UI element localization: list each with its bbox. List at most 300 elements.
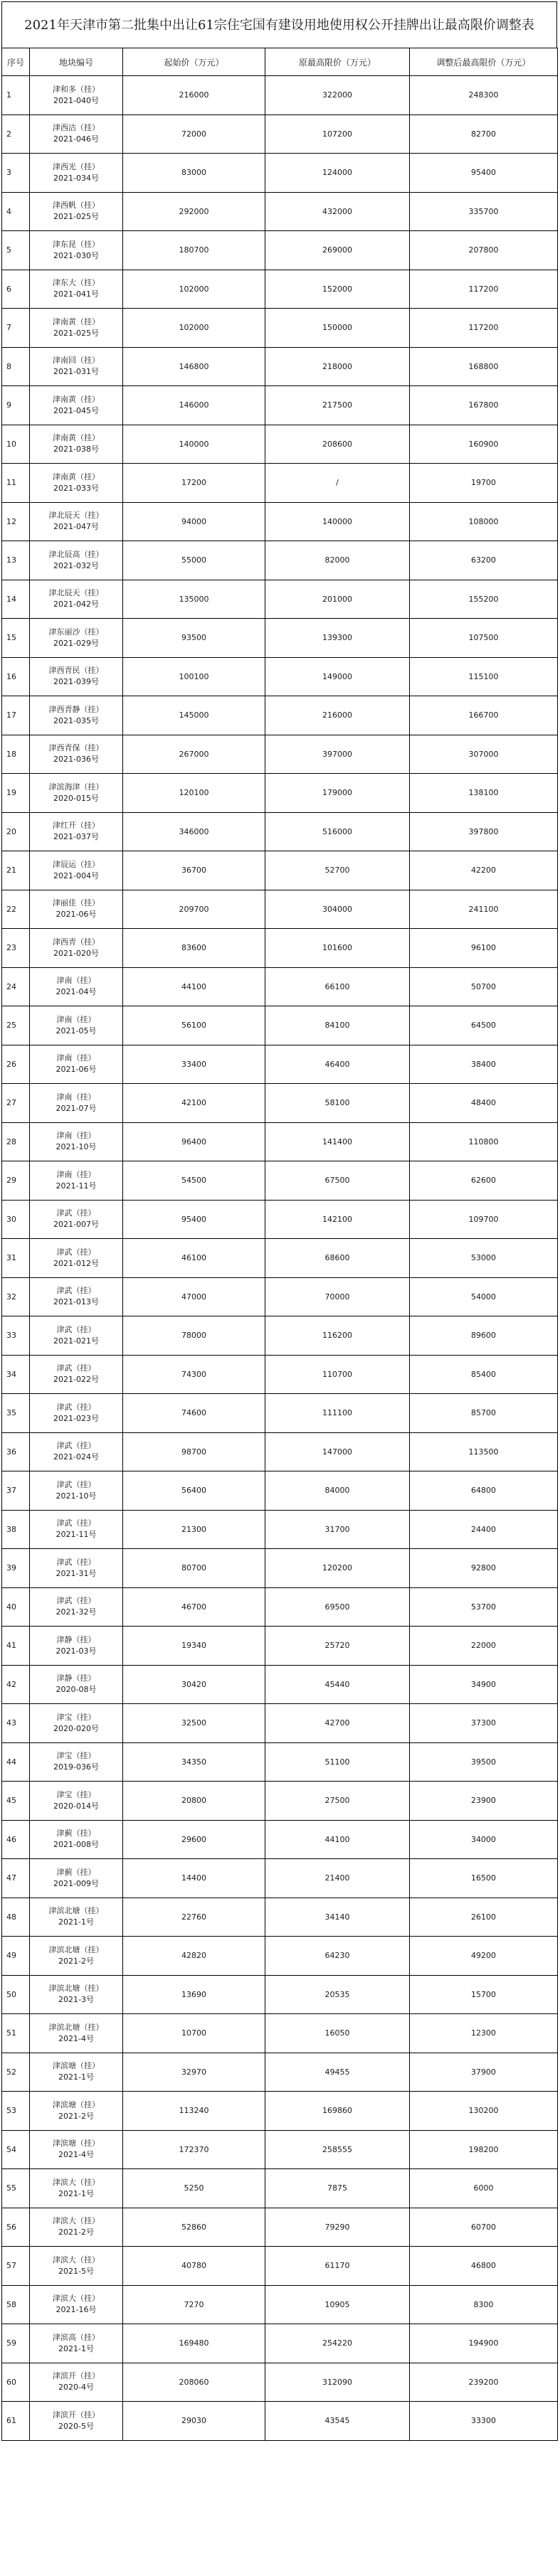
row-parcel-code — [30, 1549, 123, 1588]
row-adjusted-cap: 33300 — [410, 2402, 558, 2441]
row-parcel-code — [30, 2053, 123, 2092]
row-index: 12 — [2, 502, 30, 541]
row-adjusted-cap: 37300 — [410, 1704, 558, 1743]
row-index: 26 — [2, 1045, 30, 1084]
table-row — [2, 1627, 558, 1666]
row-start-price: 172370 — [123, 2130, 265, 2169]
row-parcel-code — [30, 2247, 123, 2286]
row-start-price: 36700 — [123, 851, 265, 890]
row-adjusted-cap: 138100 — [410, 774, 558, 813]
row-index: 6 — [2, 270, 30, 309]
table-row — [2, 1161, 558, 1201]
row-start-price: 74300 — [123, 1355, 265, 1394]
row-index: 32 — [2, 1277, 30, 1316]
parcel-number: 2021-022号 — [53, 1375, 99, 1385]
row-original-cap: 111100 — [265, 1394, 410, 1433]
parcel-number: 2021-046号 — [53, 134, 99, 144]
parcel-number: 2021-025号 — [53, 328, 99, 338]
row-original-cap: 110700 — [265, 1355, 410, 1394]
row-adjusted-cap: 166700 — [410, 696, 558, 735]
parcel-name: 津北辰天（挂） — [48, 588, 104, 598]
row-original-cap: 216000 — [265, 696, 410, 735]
row-original-cap: 269000 — [265, 231, 410, 270]
parcel-number: 2021-05号 — [56, 1026, 97, 1036]
table-row — [2, 1045, 558, 1084]
row-original-cap: 142100 — [265, 1200, 410, 1239]
parcel-number: 2021-2号 — [58, 2228, 94, 2237]
row-start-price: 80700 — [123, 1549, 265, 1588]
row-original-cap: 69500 — [265, 1587, 410, 1627]
row-parcel-code — [30, 192, 123, 231]
row-parcel-code — [30, 1084, 123, 1123]
parcel-number: 2020-5号 — [58, 2421, 94, 2431]
table-row — [2, 1122, 558, 1161]
table-row — [2, 1587, 558, 1627]
row-parcel-code — [30, 309, 123, 348]
row-start-price: 29030 — [123, 2402, 265, 2441]
row-original-cap: 46400 — [265, 1045, 410, 1084]
row-parcel-code — [30, 464, 123, 503]
row-index: 58 — [2, 2285, 30, 2324]
parcel-name: 津滨大（挂） — [53, 2294, 100, 2304]
row-adjusted-cap: 54000 — [410, 1277, 558, 1316]
parcel-name: 津东昆（挂） — [53, 239, 100, 249]
table-row — [2, 1084, 558, 1123]
parcel-number: 2021-1号 — [58, 2343, 94, 2353]
parcel-name: 津滨北塘（挂） — [48, 1944, 104, 1954]
parcel-name: 津南回（挂） — [53, 356, 100, 366]
row-start-price: 145000 — [123, 696, 265, 735]
row-index: 19 — [2, 774, 30, 813]
row-original-cap: 116200 — [265, 1316, 410, 1356]
row-parcel-code — [30, 502, 123, 541]
parcel-name: 津武（挂） — [56, 1247, 96, 1257]
parcel-name: 津静（挂） — [56, 1634, 96, 1644]
row-start-price: 34350 — [123, 1742, 265, 1782]
parcel-name: 津宝（挂） — [56, 1751, 96, 1761]
row-start-price: 32970 — [123, 2053, 265, 2092]
table-row — [2, 2092, 558, 2131]
row-parcel-code — [30, 1898, 123, 1937]
table-row — [2, 1355, 558, 1394]
row-adjusted-cap: 39500 — [410, 1742, 558, 1782]
row-start-price: 22760 — [123, 1898, 265, 1937]
parcel-number: 2021-16号 — [56, 2305, 97, 2315]
row-parcel-code — [30, 541, 123, 580]
row-index: 56 — [2, 2208, 30, 2247]
parcel-name: 津南（挂） — [56, 1014, 96, 1024]
parcel-name: 津静（挂） — [56, 1673, 96, 1683]
row-parcel-code — [30, 425, 123, 464]
parcel-name: 津西帆（挂） — [53, 201, 100, 211]
parcel-name: 津滨大（挂） — [53, 2177, 100, 2187]
row-original-cap: 7875 — [265, 2169, 410, 2208]
table-row — [2, 115, 558, 154]
parcel-name: 津西光（挂） — [53, 161, 100, 171]
parcel-number: 2021-10号 — [56, 1142, 97, 1152]
row-original-cap: 25720 — [265, 1627, 410, 1666]
row-parcel-code — [30, 1820, 123, 1859]
row-adjusted-cap: 42200 — [410, 851, 558, 890]
row-original-cap: 84000 — [265, 1471, 410, 1511]
table-row — [2, 2169, 558, 2208]
table-row — [2, 2014, 558, 2053]
parcel-number: 2021-004号 — [53, 871, 99, 880]
parcel-name: 津滨海津（挂） — [48, 782, 104, 792]
row-index: 10 — [2, 425, 30, 464]
table-row — [2, 231, 558, 270]
row-start-price: 42100 — [123, 1084, 265, 1123]
row-original-cap: 52700 — [265, 851, 410, 890]
row-parcel-code — [30, 1239, 123, 1278]
row-original-cap: 432000 — [265, 192, 410, 231]
row-start-price: 20800 — [123, 1782, 265, 1821]
row-start-price: 94000 — [123, 502, 265, 541]
header-row — [2, 48, 558, 76]
row-start-price: 98700 — [123, 1432, 265, 1471]
row-index: 18 — [2, 735, 30, 774]
row-index: 60 — [2, 2363, 30, 2402]
row-start-price: 93500 — [123, 619, 265, 658]
row-start-price: 54500 — [123, 1161, 265, 1201]
row-original-cap: 10905 — [265, 2285, 410, 2324]
parcel-number: 2021-4号 — [58, 2150, 94, 2160]
parcel-number: 2021-008号 — [53, 1840, 99, 1850]
row-adjusted-cap: 82700 — [410, 115, 558, 154]
row-index: 27 — [2, 1084, 30, 1123]
table-row — [2, 2053, 558, 2092]
row-index: 48 — [2, 1898, 30, 1937]
row-start-price: 55000 — [123, 541, 265, 580]
table-row — [2, 851, 558, 890]
row-start-price: 208060 — [123, 2363, 265, 2402]
table-row — [2, 2130, 558, 2169]
row-original-cap: 141400 — [265, 1122, 410, 1161]
row-index: 33 — [2, 1316, 30, 1356]
row-index: 49 — [2, 1937, 30, 1976]
parcel-number: 2020-020号 — [53, 1723, 99, 1733]
row-parcel-code — [30, 347, 123, 386]
row-index: 50 — [2, 1975, 30, 2014]
table-row — [2, 812, 558, 851]
row-parcel-code — [30, 1006, 123, 1045]
row-parcel-code — [30, 2363, 123, 2402]
row-adjusted-cap: 49200 — [410, 1937, 558, 1976]
row-adjusted-cap: 26100 — [410, 1898, 558, 1937]
table-row — [2, 309, 558, 348]
row-index: 11 — [2, 464, 30, 503]
parcel-name: 津武（挂） — [56, 1557, 96, 1567]
row-original-cap: 140000 — [265, 502, 410, 541]
parcel-name: 津西青（挂） — [53, 937, 100, 947]
parcel-name: 津西沽（挂） — [53, 123, 100, 133]
parcel-number: 2021-021号 — [53, 1336, 99, 1346]
row-start-price: 292000 — [123, 192, 265, 231]
row-adjusted-cap: 117200 — [410, 309, 558, 348]
table-row — [2, 1704, 558, 1743]
table-row — [2, 502, 558, 541]
parcel-number: 2021-025号 — [53, 212, 99, 222]
parcel-name: 津滨塘（挂） — [53, 2099, 100, 2109]
row-adjusted-cap: 19700 — [410, 464, 558, 503]
row-adjusted-cap: 12300 — [410, 2014, 558, 2053]
row-adjusted-cap: 130200 — [410, 2092, 558, 2131]
table-row — [2, 154, 558, 193]
table-row — [2, 580, 558, 619]
parcel-number: 2019-036号 — [53, 1762, 99, 1772]
row-index: 5 — [2, 231, 30, 270]
row-index: 47 — [2, 1859, 30, 1898]
row-parcel-code — [30, 386, 123, 425]
row-index: 13 — [2, 541, 30, 580]
table-row — [2, 192, 558, 231]
parcel-number: 2021-041号 — [53, 289, 99, 299]
row-original-cap: 312090 — [265, 2363, 410, 2402]
row-index: 38 — [2, 1510, 30, 1549]
header-index: 序号 — [2, 48, 30, 76]
row-adjusted-cap: 239200 — [410, 2363, 558, 2402]
row-index: 37 — [2, 1471, 30, 1511]
row-adjusted-cap: 34000 — [410, 1820, 558, 1859]
row-adjusted-cap: 115100 — [410, 657, 558, 696]
row-start-price: 113240 — [123, 2092, 265, 2131]
row-original-cap: 61170 — [265, 2247, 410, 2286]
table-row — [2, 1200, 558, 1239]
row-index: 36 — [2, 1432, 30, 1471]
parcel-name: 津滨开（挂） — [53, 2410, 100, 2420]
row-original-cap: 258555 — [265, 2130, 410, 2169]
table-row — [2, 967, 558, 1006]
row-original-cap: 152000 — [265, 270, 410, 309]
row-start-price: 21300 — [123, 1510, 265, 1549]
row-adjusted-cap: 95400 — [410, 154, 558, 193]
row-index: 46 — [2, 1820, 30, 1859]
row-index: 28 — [2, 1122, 30, 1161]
row-index: 44 — [2, 1742, 30, 1782]
table-row — [2, 1549, 558, 1588]
parcel-name: 津辰运（挂） — [53, 859, 100, 869]
row-start-price: 102000 — [123, 309, 265, 348]
parcel-number: 2021-5号 — [58, 2266, 94, 2276]
row-adjusted-cap: 109700 — [410, 1200, 558, 1239]
parcel-number: 2021-31号 — [56, 1568, 97, 1578]
row-index: 23 — [2, 929, 30, 968]
parcel-name: 津南黄（挂） — [53, 433, 100, 443]
row-adjusted-cap: 92800 — [410, 1549, 558, 1588]
row-original-cap: 51100 — [265, 1742, 410, 1782]
row-start-price: 30420 — [123, 1665, 265, 1704]
row-index: 43 — [2, 1704, 30, 1743]
row-index: 42 — [2, 1665, 30, 1704]
row-start-price: 47000 — [123, 1277, 265, 1316]
row-index: 21 — [2, 851, 30, 890]
row-parcel-code — [30, 1045, 123, 1084]
row-index: 40 — [2, 1587, 30, 1627]
parcel-number: 2020-08号 — [56, 1685, 97, 1695]
row-adjusted-cap: 22000 — [410, 1627, 558, 1666]
parcel-number: 2021-030号 — [53, 250, 99, 260]
row-original-cap: 82000 — [265, 541, 410, 580]
row-parcel-code — [30, 231, 123, 270]
parcel-name: 津滨大（挂） — [53, 2255, 100, 2264]
row-parcel-code — [30, 774, 123, 813]
row-original-cap: 304000 — [265, 890, 410, 929]
parcel-name: 津北辰高（挂） — [48, 549, 104, 559]
row-original-cap: 516000 — [265, 812, 410, 851]
price-table — [1, 48, 558, 2441]
row-index: 30 — [2, 1200, 30, 1239]
row-index: 8 — [2, 347, 30, 386]
row-adjusted-cap: 46800 — [410, 2247, 558, 2286]
row-adjusted-cap: 167800 — [410, 386, 558, 425]
parcel-name: 津南（挂） — [56, 976, 96, 986]
row-adjusted-cap: 8300 — [410, 2285, 558, 2324]
parcel-number: 2021-037号 — [53, 832, 99, 842]
row-original-cap: 45440 — [265, 1665, 410, 1704]
parcel-number: 2021-06号 — [56, 910, 97, 920]
row-parcel-code — [30, 1859, 123, 1898]
row-index: 39 — [2, 1549, 30, 1588]
row-start-price: 83600 — [123, 929, 265, 968]
row-start-price: 19340 — [123, 1627, 265, 1666]
row-original-cap: 34140 — [265, 1898, 410, 1937]
table-row — [2, 890, 558, 929]
row-start-price: 44100 — [123, 967, 265, 1006]
row-parcel-code — [30, 1200, 123, 1239]
parcel-number: 2021-11号 — [56, 1530, 97, 1540]
row-adjusted-cap: 64800 — [410, 1471, 558, 1511]
row-parcel-code — [30, 1587, 123, 1627]
parcel-number: 2021-013号 — [53, 1297, 99, 1307]
row-parcel-code — [30, 2092, 123, 2131]
table-row — [2, 1471, 558, 1511]
parcel-number: 2021-2号 — [58, 2111, 94, 2121]
row-parcel-code — [30, 2169, 123, 2208]
row-start-price: 96400 — [123, 1122, 265, 1161]
row-start-price: 29600 — [123, 1820, 265, 1859]
parcel-name: 津和多（挂） — [53, 84, 100, 94]
row-original-cap: 43545 — [265, 2402, 410, 2441]
row-index: 52 — [2, 2053, 30, 2092]
row-parcel-code — [30, 1355, 123, 1394]
parcel-name: 津蓟（挂） — [56, 1829, 96, 1838]
row-adjusted-cap: 107500 — [410, 619, 558, 658]
parcel-number: 2021-4号 — [58, 2033, 94, 2043]
parcel-name: 津东丽沙（挂） — [48, 627, 104, 637]
table-row — [2, 1742, 558, 1782]
table-body — [2, 76, 558, 2441]
table-row — [2, 425, 558, 464]
row-index: 2 — [2, 115, 30, 154]
table-row — [2, 1277, 558, 1316]
row-start-price: 40780 — [123, 2247, 265, 2286]
parcel-number: 2021-032号 — [53, 560, 99, 570]
parcel-name: 津南黄（挂） — [53, 394, 100, 404]
row-index: 4 — [2, 192, 30, 231]
parcel-number: 2021-047号 — [53, 522, 99, 532]
row-start-price: 17200 — [123, 464, 265, 503]
row-adjusted-cap: 50700 — [410, 967, 558, 1006]
table-row — [2, 270, 558, 309]
table-row — [2, 1859, 558, 1898]
parcel-name: 津北辰天（挂） — [48, 511, 104, 521]
row-parcel-code — [30, 115, 123, 154]
row-original-cap: 84100 — [265, 1006, 410, 1045]
parcel-number: 2021-033号 — [53, 483, 99, 493]
parcel-number: 2020-4号 — [58, 2383, 94, 2393]
row-original-cap: 42700 — [265, 1704, 410, 1743]
table-row — [2, 2247, 558, 2286]
row-start-price: 216000 — [123, 76, 265, 115]
parcel-name: 津宝（挂） — [56, 1712, 96, 1722]
row-parcel-code — [30, 2014, 123, 2053]
row-adjusted-cap: 24400 — [410, 1510, 558, 1549]
row-parcel-code — [30, 270, 123, 309]
row-original-cap: 21400 — [265, 1859, 410, 1898]
row-original-cap: 201000 — [265, 580, 410, 619]
row-original-cap: 67500 — [265, 1161, 410, 1201]
table-row — [2, 1975, 558, 2014]
row-start-price: 83000 — [123, 154, 265, 193]
header-original-cap: 原最高限价（万元） — [265, 48, 410, 76]
row-adjusted-cap: 194900 — [410, 2324, 558, 2363]
row-adjusted-cap: 198200 — [410, 2130, 558, 2169]
parcel-name: 津东大（挂） — [53, 278, 100, 288]
row-original-cap: 147000 — [265, 1432, 410, 1471]
table-row — [2, 774, 558, 813]
row-adjusted-cap: 155200 — [410, 580, 558, 619]
parcel-number: 2021-2号 — [58, 1956, 94, 1966]
row-start-price: 95400 — [123, 1200, 265, 1239]
row-parcel-code — [30, 812, 123, 851]
parcel-name: 津红开（挂） — [53, 821, 100, 831]
row-start-price: 74600 — [123, 1394, 265, 1433]
row-start-price: 135000 — [123, 580, 265, 619]
parcel-name: 津滨北塘（挂） — [48, 1984, 104, 1994]
parcel-number: 2020-014号 — [53, 1801, 99, 1811]
row-parcel-code — [30, 1627, 123, 1666]
table-row — [2, 1394, 558, 1433]
parcel-number: 2021-06号 — [56, 1065, 97, 1075]
row-index: 7 — [2, 309, 30, 348]
row-parcel-code — [30, 657, 123, 696]
row-start-price: 32500 — [123, 1704, 265, 1743]
parcel-name: 津滨北塘（挂） — [48, 2022, 104, 2032]
row-index: 31 — [2, 1239, 30, 1278]
parcel-name: 津南（挂） — [56, 1053, 96, 1063]
row-adjusted-cap: 207800 — [410, 231, 558, 270]
row-adjusted-cap: 53700 — [410, 1587, 558, 1627]
row-index: 35 — [2, 1394, 30, 1433]
row-index: 14 — [2, 580, 30, 619]
row-parcel-code — [30, 619, 123, 658]
row-index: 61 — [2, 2402, 30, 2441]
parcel-name: 津武（挂） — [56, 1363, 96, 1373]
parcel-name: 津南黄（挂） — [53, 472, 100, 481]
parcel-name: 津西青静（挂） — [48, 704, 104, 714]
row-original-cap: 70000 — [265, 1277, 410, 1316]
row-original-cap: 150000 — [265, 309, 410, 348]
parcel-name: 津滨塘（挂） — [53, 2061, 100, 2071]
row-adjusted-cap: 108000 — [410, 502, 558, 541]
row-index: 17 — [2, 696, 30, 735]
parcel-number: 2021-029号 — [53, 638, 99, 648]
parcel-number: 2021-012号 — [53, 1258, 99, 1268]
table-row — [2, 1665, 558, 1704]
row-start-price: 102000 — [123, 270, 265, 309]
parcel-number: 2021-042号 — [53, 600, 99, 610]
row-adjusted-cap: 307000 — [410, 735, 558, 774]
